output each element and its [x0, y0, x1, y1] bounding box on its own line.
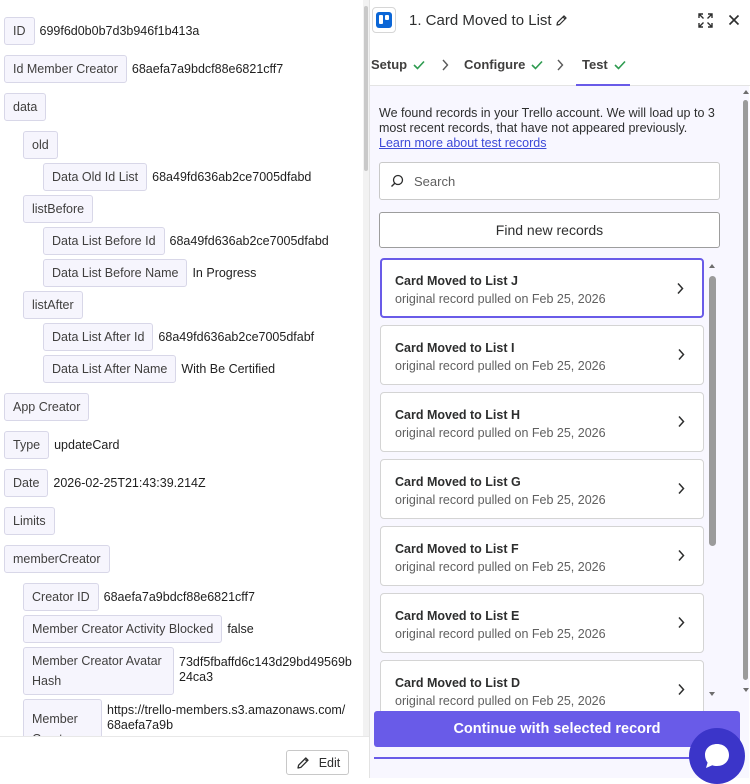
- search-icon: [390, 174, 404, 188]
- tab-label: Test: [582, 57, 608, 72]
- record-subtitle: original record pulled on Feb 25, 2026: [395, 560, 606, 574]
- field-group-key: data: [4, 93, 46, 121]
- field-value: In Progress: [192, 266, 257, 280]
- active-tab-indicator: [576, 84, 630, 86]
- field-row: [43, 163, 311, 191]
- field-value: 68a49fd636ab2ce7005dfabf: [158, 330, 315, 344]
- field-row: [23, 615, 254, 643]
- field-group-row: [4, 93, 46, 121]
- learn-more-link[interactable]: Learn more about test records: [379, 136, 547, 150]
- check-icon: [614, 60, 626, 70]
- field-value: 699f6d0b0b7d3b946f1b413a: [39, 24, 200, 38]
- field-key: Type: [4, 431, 49, 459]
- tab-label: Configure: [464, 57, 526, 72]
- field-key: Data List After Name: [43, 355, 176, 383]
- find-new-records-button[interactable]: Find new records: [379, 212, 720, 248]
- close-icon[interactable]: [727, 13, 741, 27]
- tab-test[interactable]: [582, 57, 626, 72]
- field-row: [43, 259, 256, 287]
- field-value: 68aefa7a9bdcf88e6821cff7: [103, 590, 255, 604]
- record-title: Card Moved to List E: [395, 609, 520, 623]
- field-value: 68a49fd636ab2ce7005dfabd: [152, 170, 312, 184]
- field-row: [4, 55, 283, 83]
- field-group-row: [4, 545, 110, 573]
- tab-label: Setup: [371, 57, 408, 72]
- record-title: Card Moved to List F: [395, 542, 519, 556]
- record-list[interactable]: [370, 258, 710, 708]
- field-value: 68a49fd636ab2ce7005dfabd: [169, 234, 329, 248]
- field-group-key: listAfter: [23, 291, 83, 319]
- left-scrollbar-thumb[interactable]: [364, 6, 368, 171]
- chat-bubble-icon: [701, 740, 733, 772]
- chevron-right-icon: [677, 482, 685, 495]
- field-value: https://trello-members.s3.amazonaws.com/68aefa7a9b: [107, 703, 346, 732]
- chevron-right-icon: [677, 348, 685, 361]
- field-row: [23, 647, 355, 695]
- edit-button-label: Edit: [318, 755, 341, 770]
- step-tabs: [370, 44, 750, 86]
- step-panel: [369, 0, 749, 778]
- scroll-up-icon[interactable]: [742, 88, 750, 96]
- check-icon: [413, 60, 425, 70]
- field-group-row: [23, 195, 93, 223]
- field-row: [4, 431, 119, 459]
- field-key: Id Member Creator: [4, 55, 127, 83]
- check-icon: [531, 60, 543, 70]
- rename-pencil-icon[interactable]: [555, 13, 569, 27]
- field-key: Date: [4, 469, 48, 497]
- trello-icon: [372, 7, 396, 33]
- field-value: updateCard: [54, 438, 120, 452]
- record-title: Card Moved to List G: [395, 475, 521, 489]
- field-row: [43, 323, 314, 351]
- tab-configure[interactable]: [464, 57, 543, 72]
- tab-setup[interactable]: [371, 57, 425, 72]
- field-group-row: [4, 393, 89, 421]
- record-card[interactable]: [380, 325, 704, 385]
- field-key: Data List Before Name: [43, 259, 187, 287]
- record-title: Card Moved to List J: [395, 274, 518, 288]
- field-key: Member: [23, 699, 102, 759]
- step-header: [370, 0, 750, 44]
- chevron-right-icon: [676, 282, 684, 295]
- step-title[interactable]: 1. Card Moved to List: [409, 12, 552, 29]
- record-data-panel: [0, 0, 369, 778]
- field-key: Member Creator Activity Blocked: [23, 615, 222, 643]
- field-value: 73df5fbaffd6c143d29bd49569b24ca3: [179, 655, 352, 684]
- field-row: [43, 355, 275, 383]
- field-value: 2026-02-25T21:43:39.214Z: [53, 476, 206, 490]
- record-card[interactable]: [380, 459, 704, 519]
- record-subtitle: original record pulled on Feb 25, 2026: [395, 627, 606, 641]
- record-list-scrollbar-thumb[interactable]: [709, 276, 716, 546]
- expand-icon[interactable]: [698, 13, 713, 28]
- field-group-key: Limits: [4, 507, 55, 535]
- field-group-row: [4, 507, 55, 535]
- field-key: ID: [4, 17, 35, 45]
- record-subtitle: original record pulled on Feb 25, 2026: [395, 426, 606, 440]
- records-info: [379, 106, 724, 151]
- field-key: Data List After Id: [43, 323, 153, 351]
- pencil-icon: [295, 755, 311, 771]
- field-group-row: [23, 291, 83, 319]
- record-title: Card Moved to List D: [395, 676, 521, 690]
- record-card[interactable]: [380, 593, 704, 653]
- field-group-key: listBefore: [23, 195, 93, 223]
- edit-button[interactable]: [286, 750, 349, 775]
- chevron-right-icon: [556, 59, 564, 71]
- field-key: Member Creator Avatar Hash: [23, 647, 174, 695]
- records-info-text: We found records in your Trello account. We will load up to 3 most recent records, that have not appeared previously.: [379, 106, 715, 135]
- panel-scrollbar-thumb[interactable]: [743, 100, 748, 680]
- record-card[interactable]: [380, 392, 704, 452]
- field-value: false: [227, 622, 254, 636]
- field-key: Data Old Id List: [43, 163, 147, 191]
- field-group-key: old: [23, 131, 58, 159]
- record-title: Card Moved to List H: [395, 408, 521, 422]
- field-value: With Be Certified: [181, 362, 276, 376]
- bottom-accent-line: [374, 757, 740, 759]
- field-value: 68aefa7a9bdcf88e6821cff7: [131, 62, 284, 76]
- continue-with-selected-record-button[interactable]: Continue with selected record: [374, 711, 740, 747]
- field-row: [23, 583, 255, 611]
- record-subtitle: original record pulled on Feb 25, 2026: [395, 359, 606, 373]
- field-row: [43, 227, 329, 255]
- record-card[interactable]: [380, 258, 704, 318]
- field-key: Creator ID: [23, 583, 99, 611]
- field-group-row: [23, 131, 58, 159]
- record-subtitle: original record pulled on Feb 25, 2026: [395, 694, 606, 708]
- field-row: [4, 17, 199, 45]
- chevron-right-icon: [677, 616, 685, 629]
- field-key: Data List Before Id: [43, 227, 165, 255]
- chat-support-button[interactable]: [689, 728, 745, 784]
- chevron-right-icon: [677, 549, 685, 562]
- scroll-down-icon[interactable]: [742, 686, 750, 694]
- field-group-key: memberCreator: [4, 545, 110, 573]
- field-group-key: App Creator: [4, 393, 89, 421]
- search-input[interactable]: [414, 174, 704, 189]
- record-subtitle: original record pulled on Feb 25, 2026: [395, 292, 606, 306]
- chevron-right-icon: [441, 59, 449, 71]
- record-subtitle: original record pulled on Feb 25, 2026: [395, 493, 606, 507]
- record-card[interactable]: [380, 526, 704, 586]
- field-row: [4, 469, 206, 497]
- chevron-right-icon: [677, 683, 685, 696]
- record-fields[interactable]: [0, 0, 362, 740]
- chevron-right-icon: [677, 415, 685, 428]
- record-title: Card Moved to List I: [395, 341, 515, 355]
- record-search[interactable]: [379, 162, 720, 200]
